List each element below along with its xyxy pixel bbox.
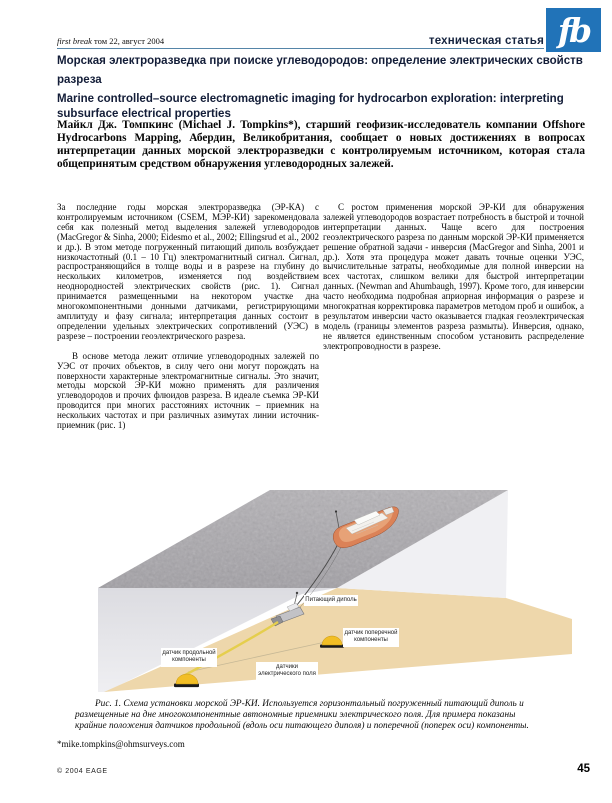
body-column-left: [57, 203, 319, 431]
article-title-ru: Морская электроразведка при поиске углеводородов: определение электрических свойств разреза: [57, 55, 583, 86]
body-column-right: [323, 203, 584, 352]
journal-issue-line: [57, 36, 164, 48]
section-label: техническая статья: [428, 35, 544, 47]
mast-light: [335, 510, 337, 512]
figure-label-efield-sensors: датчики электрического поля: [256, 662, 318, 681]
figure-label-inline-sensor: датчик продольной компоненты: [161, 648, 217, 667]
page-header: [57, 31, 544, 49]
figure-1-caption: Рис. 1. Схема установки морской ЭР-КИ. Используется горизонтальный погруженный питающий диполь и размещенные на дне многокомпонентные автономные приемники электрического поля. Для примера показаны крайние положения датчиков продольной (вдоль оси питающего диполя) и поперечной (поперек оси) компоненты.: [75, 699, 529, 732]
issue-info: том 22, август 2004: [91, 36, 165, 46]
copyright-notice: © 2004 EAGE: [57, 768, 108, 775]
article-title-en: Marine controlled–source electromagnetic imaging for hydrocarbon exploration: interpreting subsurface electrical properties: [57, 93, 564, 120]
figure-label-dipole: Питающий диполь: [304, 595, 358, 606]
paragraph: С ростом применения морской ЭР-КИ для обнаружения залежей углеводородов возрастает потребность в быстрой и точной интерпретации данных. Чаще всего для построения геоэлектрического разреза по данным морской ЭР-КИ применяется решение обратной задачи - инверсия (MacGregor and Sinha, 2001 и др.). Хотя эта процедура может давать точные оценки УЭС, вычислительные затраты, необходимые для полной инверсии на всех частотах, слишком велики для быстрой интерпретации данных. (Newman and Ahumbaugh, 1997). Кроме того, для инверсии часто необходима подробная априорная информация о разрезе и многократная корректировка параметров методом проб и ошибок, а результатом инверсии часто оказывается гладкая геоэлектрическая модель (границы элементов разреза размыты). Инверсия, однако, не является единственным способом установить распределение электропроводности в разрезе.: [323, 202, 584, 351]
article-abstract: Майкл Дж. Томпкинс (Michael J. Tompkins*), старший геофизик-исследователь компании Offshore Hydrocarbons Mapping, Абердин, Великобритания, сообщает о новых достижениях в вопросах интерпретации данных морской электроразведки с контролируемым источником, которая стала общепринятым средством обнаружения углеводородных залежей.: [57, 119, 585, 170]
journal-name: first break: [57, 36, 92, 46]
first-break-logo: fb: [546, 8, 601, 52]
paragraph: За последние годы морская электроразведка (ЭР-КА) с контролируемым источником (CSEM, МЭР-КИ) зарекомендовала себя как полезный метод выделения залежей углеводородов (MacGregor & Sinha, 2000; Eidesmo et al., 2002; Ellingsrud et al., 2002 и др.). В этом методе погруженный питающий диполь возбуждает низкочастотный (0.1 – 10 Гц) электромагнитный сигнал. Сигнал, распространяющийся в толще воды и в разрезе на глубину до нескольких километров, изменяется под воздействием неоднородностей электрических свойств (рис. 1). Сигнал принимается размещенными на некотором участке дна многокомпонентными донными датчиками, регистрирующими амплитуду и фазу сигнала; интерпретация данных состоит в определении удельных электрических сопротивлений (УЭС) в разрезе – построении геоэлектрического разреза.: [57, 202, 319, 341]
figure-1-survey-diagram: [90, 488, 572, 698]
page-number: 45: [577, 763, 590, 775]
figure-label-crossline-sensor: датчик поперечной компоненты: [343, 628, 399, 647]
author-email-footnote: *mike.tompkins@ohmsurveys.com: [57, 739, 185, 749]
paragraph: В основе метода лежит отличие углеводородных залежей по УЭС от прочих объектов, в силу чего они могут порождать на поверхности характерные электромагнитные сигналы. Это значит, методы морской ЭР-КИ можно применять для различения углеводородов и прочих флюидов разреза. В идеале съемка ЭР-КИ проводится при многих расстояниях источник – приемник на нескольких частотах и при различных азимутах линии источник-приемник (рис. 1): [57, 350, 319, 431]
